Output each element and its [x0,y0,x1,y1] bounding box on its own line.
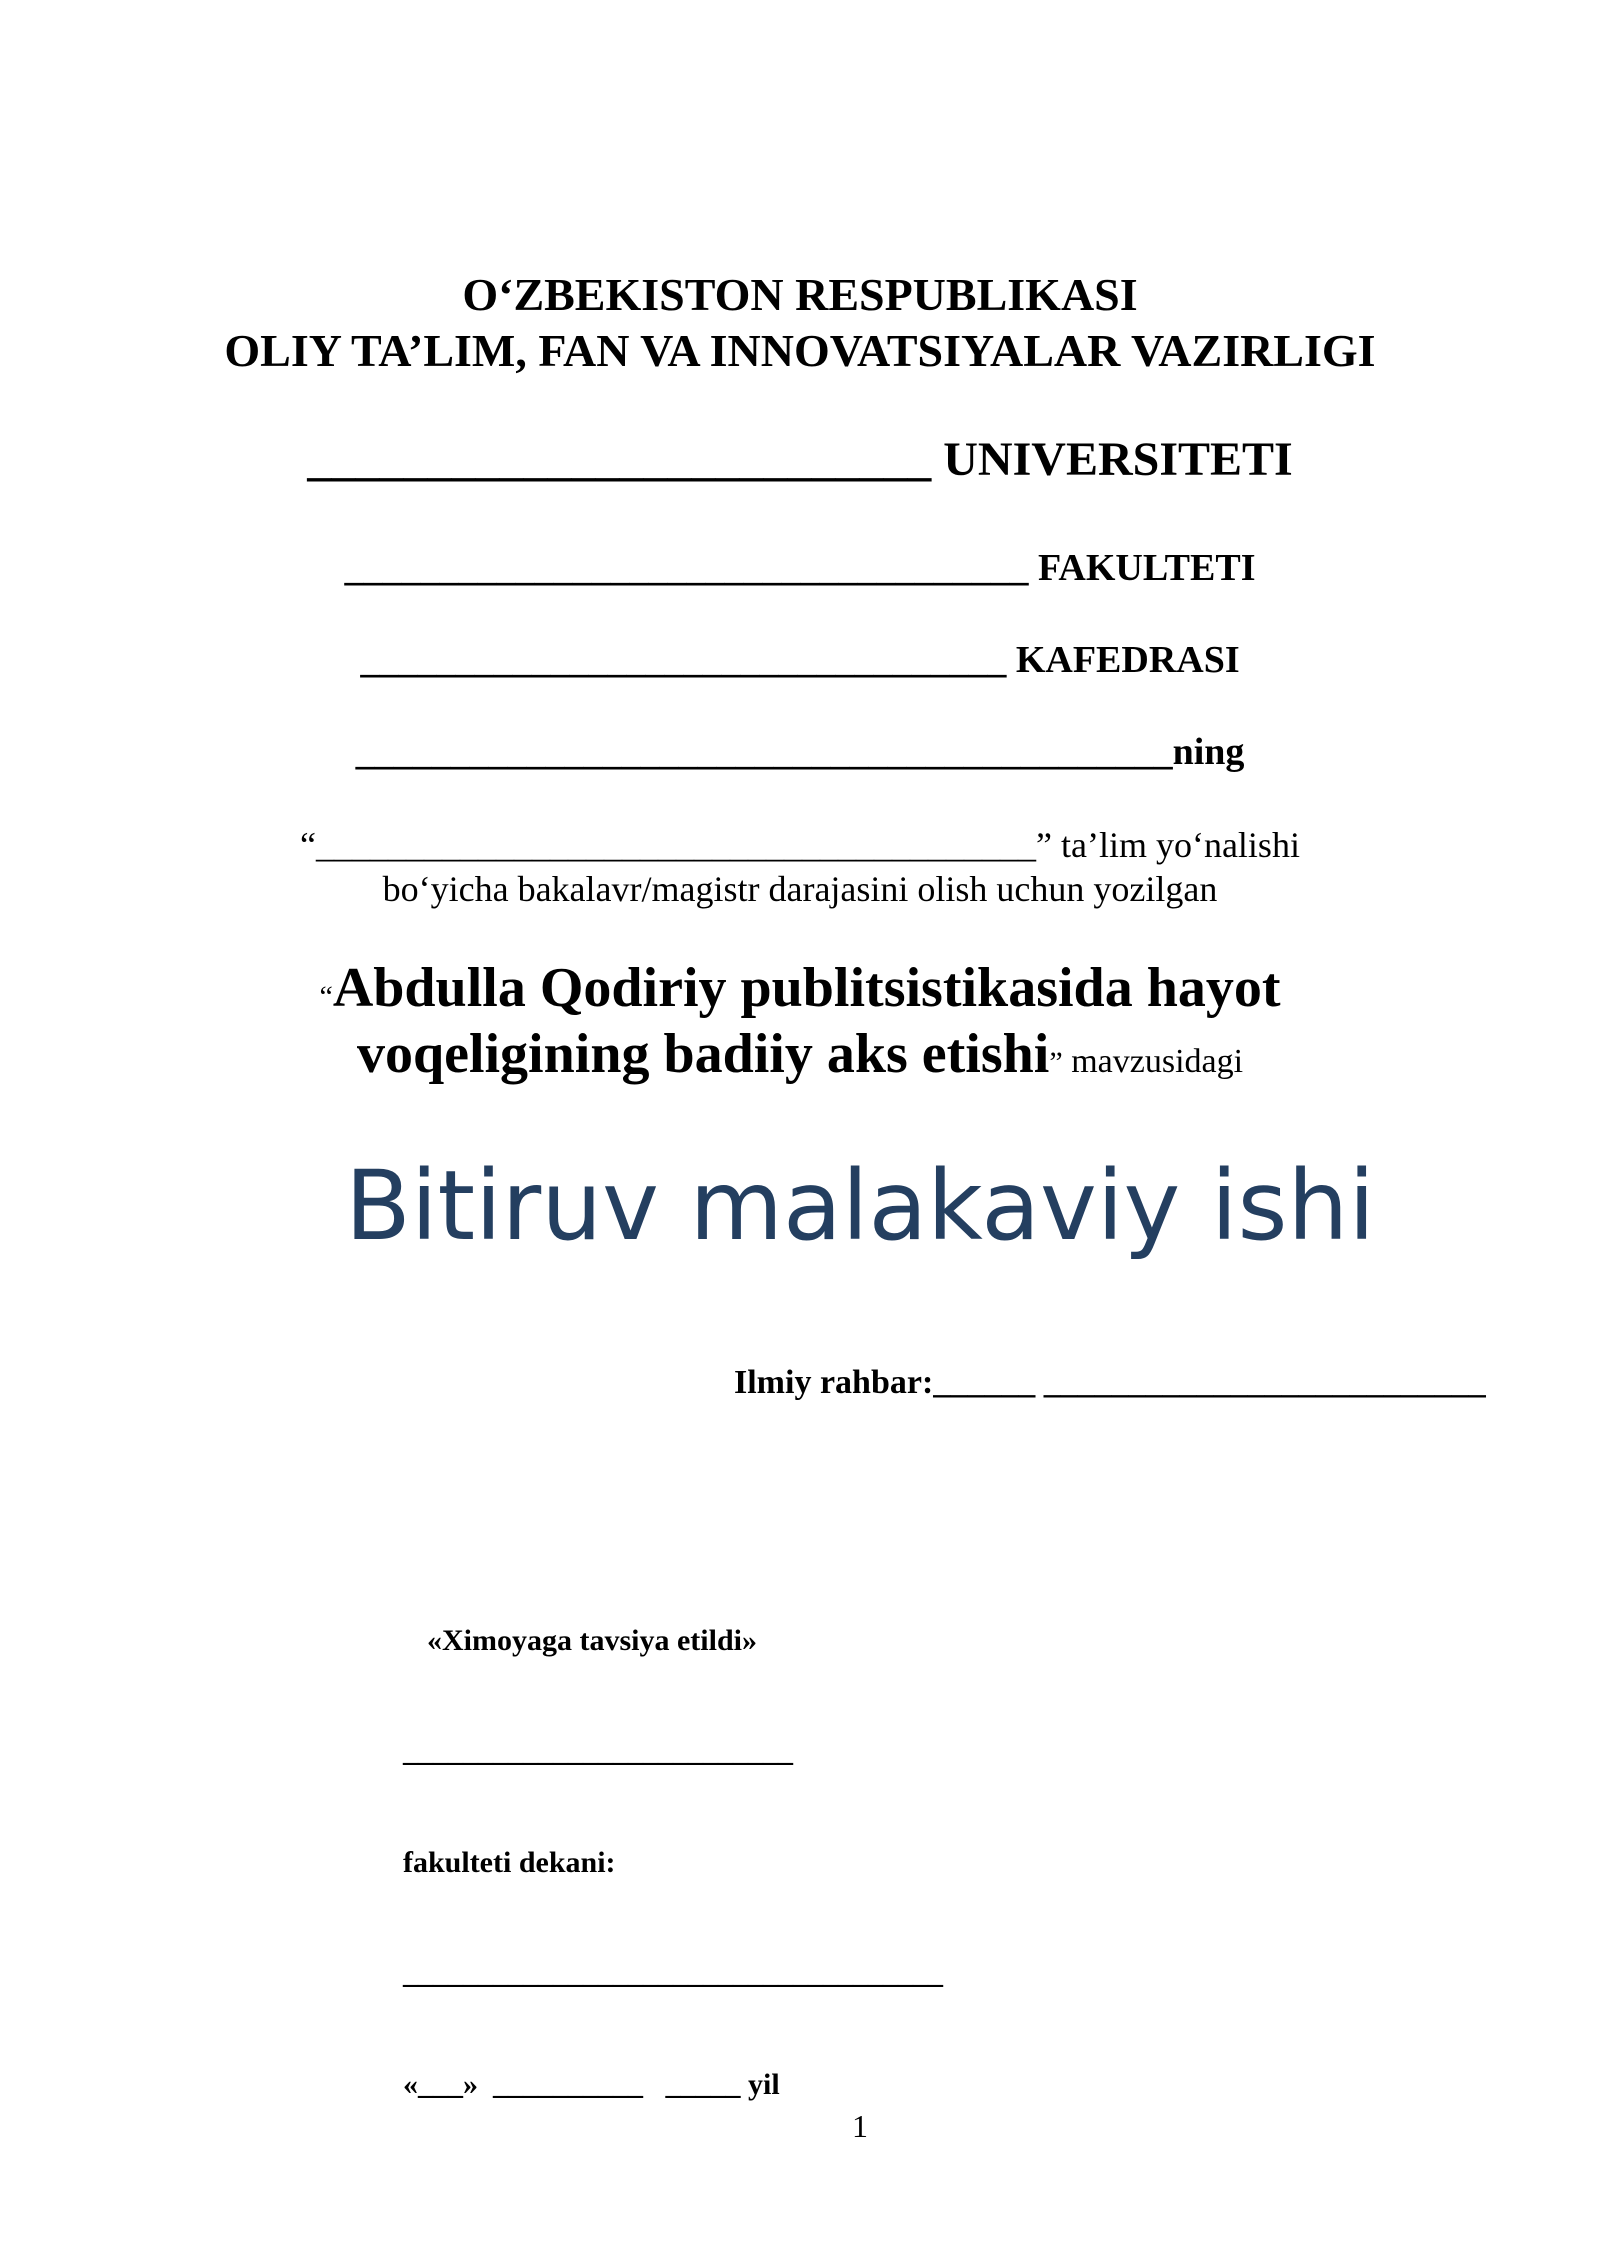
dean-label: fakulteti dekani: [403,1846,616,1879]
thesis-topic-line-2 [0,1022,1600,1086]
approval-title: «Ximoyaga tavsiya etildi» [427,1624,757,1657]
ministry-line-2: OLIY TA’LIM, FAN VA INNOVATSIYALAR VAZIRLIGI [224,325,1376,376]
dean-signature-line: ____________________________________ [403,1957,943,1990]
thesis-topic-line-1 [0,956,1600,1020]
faculty-line: ____________________________________ FAKULTETI [344,547,1256,589]
approval-signature-line: __________________________ [403,1735,793,1768]
work-title: Bitiruv malakaviy ishi [344,1150,1376,1262]
approval-date: «___» __________ _____ yil [403,2068,780,2101]
supervisor-line: Ilmiy rahbar:______ __________________________ [734,1364,1486,1401]
page-number: 1 [852,2108,868,2144]
student-line: ___________________________________________ning [355,731,1245,773]
university-line: __________________________ UNIVERSITETI [307,433,1293,486]
approval-block [403,1548,943,2177]
ministry-line-1: O‘ZBEKISTON RESPUBLIKASI [462,269,1138,320]
topic-suffix: mavzusidagi [1062,1043,1244,1080]
topic-text-1: Abdulla Qodiriy publitsistikasida hayot [332,957,1281,1019]
topic-text-2: voqeligining badiiy aks etishi [356,1023,1050,1085]
degree-line: bo‘yicha bakalavr/magistr darajasini olish uchun yozilgan [382,869,1218,909]
topic-open-quote: “ [319,980,333,1013]
study-direction-line: “________________________________________” ta’lim yo‘nalishi [300,825,1300,865]
department-line: __________________________________ KAFEDRASI [360,639,1240,681]
topic-close-quote: ” [1049,1046,1063,1079]
